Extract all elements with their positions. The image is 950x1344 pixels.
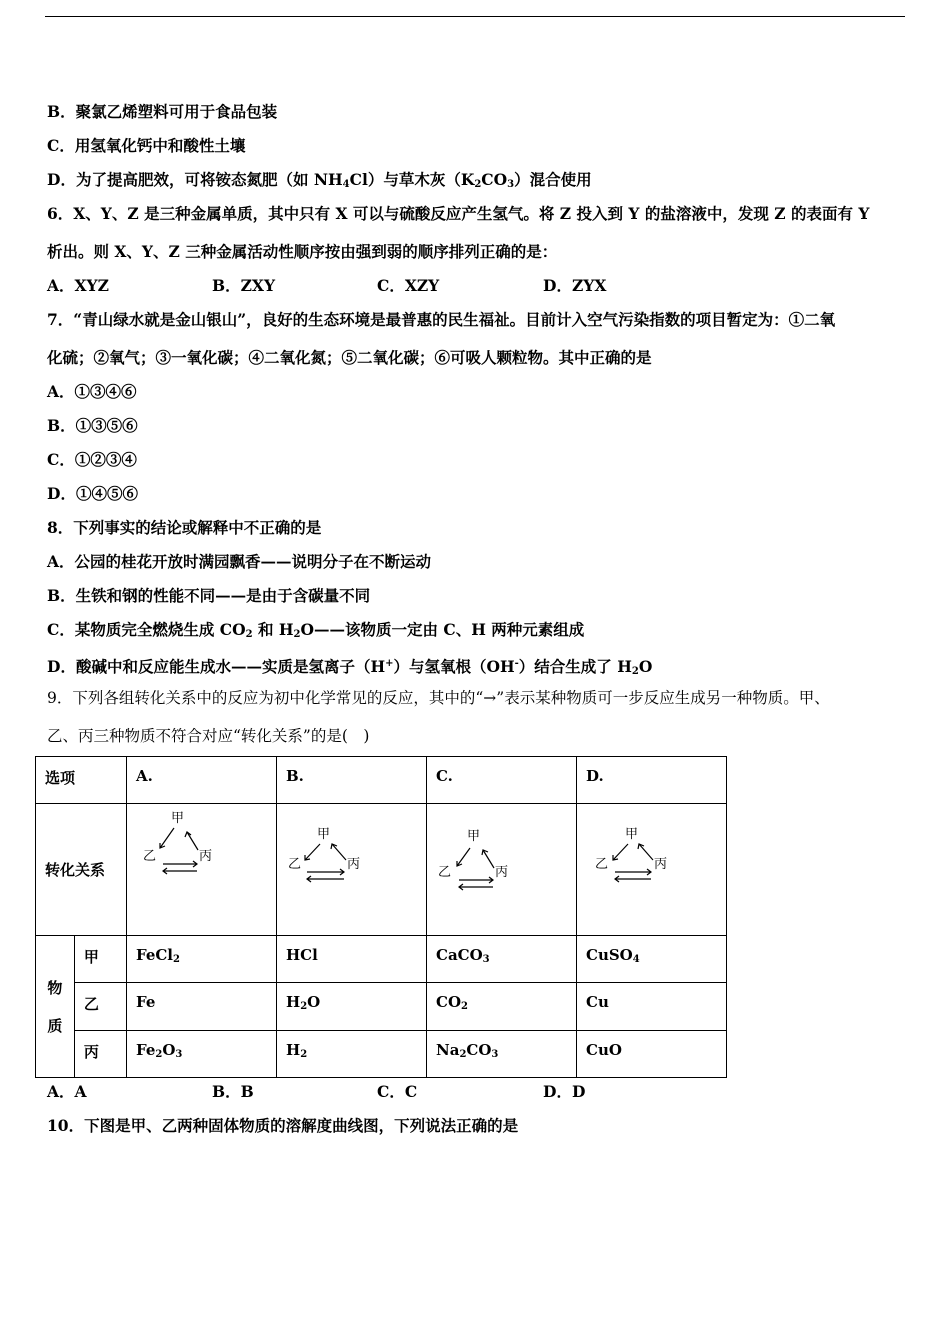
conversion-diagram-a (127, 804, 276, 934)
table-cell: Cu (577, 983, 727, 1031)
diagram-cell-c (427, 804, 577, 936)
q7-stem-line2: 化硫；②氧气；③一氧化碳；④二氧化氮；⑤二氧化碳；⑥可吸人颗粒物。其中正确的是 (47, 348, 652, 367)
q7-option-a: A．①③④⑥ (47, 382, 137, 401)
table-cell: $H_2$ (277, 1031, 427, 1078)
q9-option-a: A．A (47, 1082, 87, 1101)
row-name: 乙 (74, 983, 126, 1031)
q9-table (35, 756, 727, 1078)
table-cell: $H_2O$ (277, 983, 427, 1031)
table-cell: $CO_2$ (427, 983, 577, 1031)
header-cell: C. (427, 757, 577, 804)
arrow-jia-yi (613, 844, 628, 860)
q5-option-c: C．用氢氧化钙中和酸性土壤 (47, 136, 246, 155)
table-cell: $Fe_2O_3$ (127, 1031, 277, 1078)
diagram-cell-a (127, 804, 277, 936)
label-bing: 丙 (654, 857, 668, 872)
label-jia: 甲 (171, 811, 185, 826)
table-cell: Fe (127, 983, 277, 1031)
header-cell: 选项 (36, 757, 127, 804)
q6-option-a: A．XYZ (47, 276, 109, 295)
label-jia: 甲 (467, 829, 481, 844)
q9-stem-line1: 9．下列各组转化关系中的反应为初中化学常见的反应，其中的“→”表示某种物质可一步反应生成另一种物质。甲、 (47, 689, 830, 707)
group-label-2: 质 (47, 1016, 63, 1035)
diagram-cell-d (577, 804, 727, 936)
table-cell: CuSO$_4$ (577, 936, 727, 983)
conversion-diagram-d (577, 804, 726, 934)
arrow-bing-jia (483, 850, 494, 868)
conversion-diagram-b (277, 804, 426, 934)
na2co3-tail: $CO_3$ (466, 1041, 499, 1060)
row-label: 转化关系 (36, 804, 127, 936)
q9-option-d: D．D (543, 1082, 586, 1101)
group-label-1: 物 (47, 978, 63, 997)
q7-option-b: B．①③⑤⑥ (47, 416, 138, 435)
table-cell: $Na_2CO_3$ (427, 1031, 577, 1078)
label-yi: 乙 (143, 849, 157, 864)
q8-option-c: C．某物质完全燃烧生成 $CO_2$ 和 $H_2O——$该物质一定由 C、H 两种元素组成 (47, 620, 585, 640)
q7-option-d: D．①④⑤⑥ (47, 484, 138, 503)
label-bing: 丙 (347, 857, 361, 872)
q10-stem: 10．下图是甲、乙两种固体物质的溶解度曲线图，下列说法正确的是 (47, 1116, 519, 1135)
group-label-cell (36, 936, 75, 1078)
q9-option-b: B．B (212, 1082, 254, 1101)
label-bing: 丙 (199, 849, 213, 864)
row-name: 甲 (74, 936, 126, 983)
q9-option-c: C．C (377, 1082, 418, 1101)
q5-option-b: B．聚氯乙烯塑料可用于食品包装 (47, 102, 278, 121)
table-row (36, 983, 727, 1031)
q6-option-d: D．ZYX (543, 276, 607, 295)
table-cell: FeCl$_2$ (127, 936, 277, 983)
q9-stem-line2: 乙、丙三种物质不符合对应“转化关系”的是( ) (47, 727, 370, 745)
label-bing: 丙 (495, 865, 509, 880)
fe2o3-tail: $O_3$ (162, 1041, 183, 1060)
header-cell: A. (127, 757, 277, 804)
label-jia: 甲 (625, 827, 639, 842)
q7-stem-line1: 7．“青山绿水就是金山银山”，良好的生态环境是最普惠的民生福祉。目前计入空气污染指数的项目暂定为：①二氧 (47, 310, 836, 329)
label-jia: 甲 (317, 827, 331, 842)
arrow-jia-yi (160, 828, 174, 848)
table-row (36, 804, 727, 936)
q8-option-b: B．生铁和钢的性能不同——是由于含碳量不同 (47, 586, 371, 605)
conversion-diagram-c (427, 804, 576, 934)
table-cell: CuO (577, 1031, 727, 1078)
arrow-bing-jia (332, 844, 346, 860)
label-yi: 乙 (438, 865, 452, 880)
label-yi: 乙 (595, 857, 609, 872)
diagram-cell-b (277, 804, 427, 936)
arrow-bing-jia (639, 844, 653, 860)
table-header-row (36, 757, 727, 804)
q5-option-d: D．为了提高肥效，可将铵态氮肥（如 $NH_4Cl$）与草木灰$(K_2CO_3)$混合使用 (47, 170, 592, 190)
q8-option-d: D．酸碱中和反应能生成水——实质是氢离子（H+）与氢氧根（OH-）结合生成了 $H_2O$ (47, 657, 653, 677)
row-name: 丙 (74, 1031, 126, 1078)
q8-stem: 8．下列事实的结论或解释中不正确的是 (47, 518, 322, 537)
q6-option-c: C．XZY (377, 276, 440, 295)
table-row (36, 1031, 727, 1078)
arrow-bing-jia (187, 832, 198, 850)
header-rule (45, 16, 905, 17)
q6-stem-line2: 析出。则 X、Y、Z 三种金属活动性顺序按由强到弱的顺序排列正确的是： (47, 242, 558, 261)
table-row (36, 936, 727, 983)
q7-option-c: C．①②③④ (47, 450, 137, 469)
table-cell: CaCO$_3$ (427, 936, 577, 983)
label-yi: 乙 (288, 857, 302, 872)
q6-stem-line1: 6．X、Y、Z 是三种金属单质，其中只有 X 可以与硫酸反应产生氢气。将 Z 投入到 Y 的盐溶液中，发现 Z 的表面有 Y (47, 204, 870, 223)
arrow-jia-yi (305, 844, 320, 860)
header-cell: B. (277, 757, 427, 804)
header-cell: D. (577, 757, 727, 804)
table-cell: HCl (277, 936, 427, 983)
q8-option-a: A．公园的桂花开放时满园飘香——说明分子在不断运动 (47, 552, 432, 571)
arrow-jia-yi (457, 848, 470, 866)
q6-option-b: B．ZXY (212, 276, 276, 295)
